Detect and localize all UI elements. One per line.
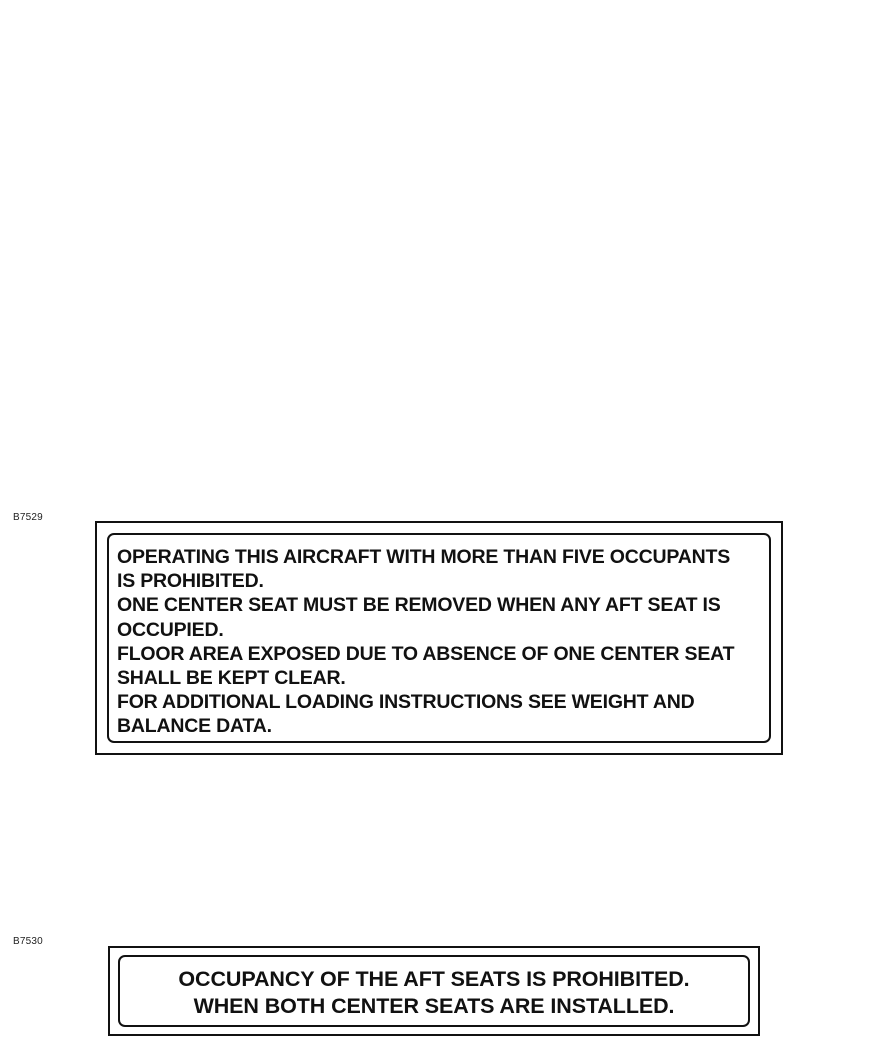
placard-line: FLOOR AREA EXPOSED DUE TO ABSENCE OF ONE CENTER SEAT: [117, 642, 735, 665]
placard-line: FOR ADDITIONAL LOADING INSTRUCTIONS SEE WEIGHT AND: [117, 691, 695, 714]
placard-line: OPERATING THIS AIRCRAFT WITH MORE THAN FIVE OCCUPANTS: [117, 546, 731, 568]
placard-inner-border: [107, 533, 771, 743]
placard-line: WHEN BOTH CENTER SEATS ARE INSTALLED.: [193, 994, 675, 1018]
figure-id-b7530: B7530: [13, 936, 43, 947]
placard-inner-border: [118, 955, 750, 1027]
placard-line: OCCUPIED.: [117, 618, 224, 641]
aft-seat-placard: [108, 946, 760, 1036]
placard-text: [120, 966, 748, 1020]
placard-line: IS PROHIBITED.: [117, 570, 264, 593]
placard-text: [117, 545, 763, 739]
placard-line: SHALL BE KEPT CLEAR.: [117, 667, 346, 690]
placard-line: OCCUPANCY OF THE AFT SEATS IS PROHIBITED.: [178, 967, 690, 991]
placard-line: BALANCE DATA.: [117, 715, 272, 738]
occupancy-placard: [95, 521, 783, 755]
placard-line: ONE CENTER SEAT MUST BE REMOVED WHEN ANY AFT SEAT IS: [117, 594, 721, 617]
figure-id-b7529: B7529: [13, 512, 43, 523]
